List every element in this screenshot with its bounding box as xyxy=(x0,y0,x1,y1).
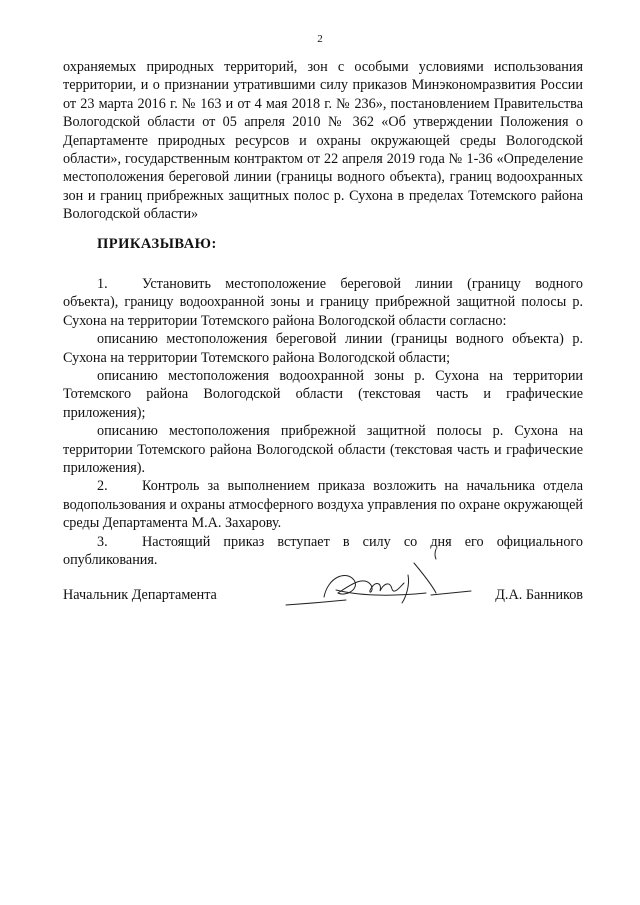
order-subitem-shoreline xyxy=(63,330,583,367)
item-text: Установить местоположение береговой линии (границу водного объекта), границу водоохранной зоны и границу прибрежной защитной полосы р. Сухона на территории Тотемского района Вологодской области согласно: xyxy=(63,276,583,329)
item-text: описанию местоположения водоохранной зоны р. Сухона на территории Тотемского района Вологодской области (текстовая часть и графические приложения); xyxy=(63,368,583,421)
order-subitem-water-protection-zone xyxy=(63,367,583,422)
item-text: Контроль за выполнением приказа возложить на начальника отдела водопользования и охраны атмосферного воздуха управления по охране окружающей среды Департамента М.А. Захарову. xyxy=(63,478,583,532)
item-number: 2. xyxy=(97,478,108,495)
signer-name: Д.А. Банников xyxy=(495,587,583,603)
order-items xyxy=(63,275,583,570)
page-number: 2 xyxy=(317,33,323,45)
signer-position: Начальник Департамента xyxy=(63,587,217,603)
item-text: описанию местоположения береговой линии (границы водного объекта) р. Сухона на территории Тотемского района Вологодской области; xyxy=(63,331,583,366)
item-number: 3. xyxy=(97,533,108,550)
item-text: описанию местоположения прибрежной защитной полосы р. Сухона на территории Тотемского района Вологодской области (текстовая часть и графические приложения). xyxy=(63,423,583,477)
order-subitem-coastal-strip xyxy=(63,422,583,477)
item-text: Настоящий приказ вступает в силу со дня его официального опубликования. xyxy=(63,533,583,569)
order-item-2 xyxy=(63,477,583,532)
intro-paragraph: охраняемых природных территорий, зон с особыми условиями использования территории, и о признании утратившими силу приказов Минэкономразвития России от 23 марта 2016 г. № 163 и от 4 мая 2018 г. № 236», постановлением Правительства Вологодской области от 05 апреля 2010 № 362 «Об утверждении Положения о Департаменте природных ресурсов и охраны окружающей среды Вологодской области», государственным контрактом от 22 апреля 2019 года № 1-36 «Определение местоположения береговой линии (границы водного объекта), границ водоохранных зон и границ прибрежных защитных полос р. Сухона в пределах Тотемского района Вологодской области» xyxy=(63,59,583,223)
item-number: 1. xyxy=(97,276,108,292)
order-item-1 xyxy=(63,275,583,330)
order-heading: ПРИКАЗЫВАЮ: xyxy=(97,236,217,252)
handwritten-signature xyxy=(276,545,476,620)
